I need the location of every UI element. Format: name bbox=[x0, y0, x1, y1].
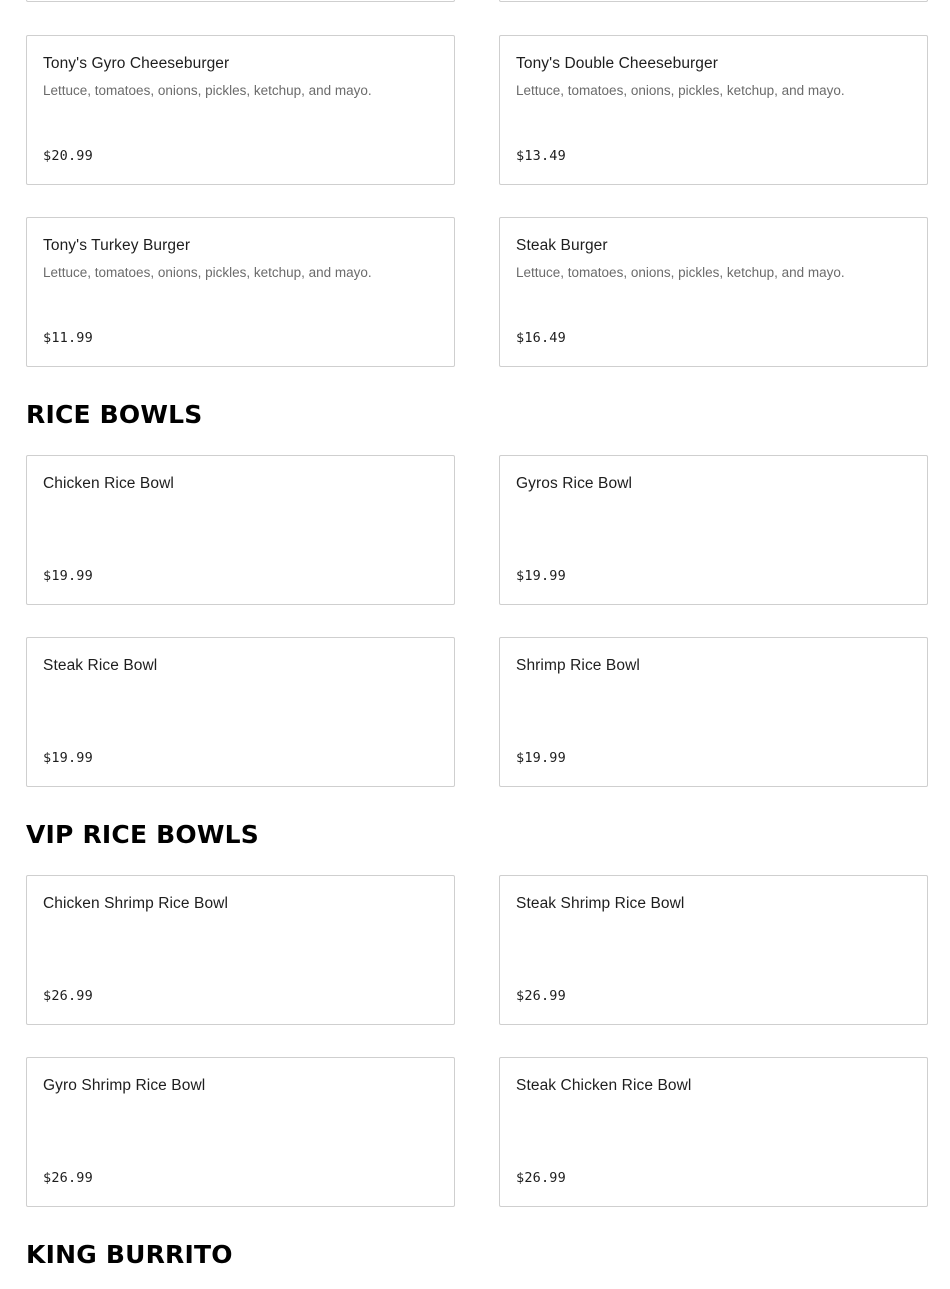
menu-item-description: Lettuce, tomatoes, onions, pickles, ketchup, and mayo. bbox=[43, 265, 372, 280]
menu-item-card[interactable] bbox=[26, 455, 455, 605]
menu-item-card[interactable] bbox=[26, 217, 455, 367]
menu-item-card[interactable] bbox=[26, 35, 455, 185]
menu-item-card-partial[interactable] bbox=[499, 0, 928, 2]
menu-item-description: Lettuce, tomatoes, onions, pickles, ketchup, and mayo. bbox=[516, 83, 845, 98]
menu-item-name: Tony's Double Cheeseburger bbox=[516, 55, 719, 72]
menu-item-card[interactable] bbox=[499, 35, 928, 185]
menu-item-name: Tony's Turkey Burger bbox=[43, 237, 191, 254]
menu-item-card[interactable] bbox=[499, 637, 928, 787]
menu-item-price: $19.99 bbox=[43, 750, 93, 766]
menu-item-card[interactable] bbox=[499, 217, 928, 367]
menu-item-card[interactable] bbox=[26, 875, 455, 1025]
menu-item-name: Tony's Gyro Cheeseburger bbox=[43, 55, 230, 72]
menu-item-card[interactable] bbox=[26, 637, 455, 787]
menu-item-card[interactable] bbox=[499, 875, 928, 1025]
menu-item-price: $19.99 bbox=[516, 568, 566, 584]
menu-item-name: Gyro Shrimp Rice Bowl bbox=[43, 1077, 206, 1094]
menu-item-name: Shrimp Rice Bowl bbox=[516, 657, 640, 674]
menu-item-card-partial[interactable] bbox=[26, 0, 455, 2]
menu-item-price: $19.99 bbox=[43, 568, 93, 584]
menu-item-price: $13.49 bbox=[516, 148, 566, 164]
menu-item-price: $11.99 bbox=[43, 330, 93, 346]
section-heading-rice-bowls: RICE BOWLS bbox=[26, 400, 203, 429]
menu-item-card[interactable] bbox=[499, 455, 928, 605]
menu-item-name: Steak Burger bbox=[516, 237, 608, 254]
menu-item-price: $26.99 bbox=[516, 988, 566, 1004]
section-heading-king-burrito: KING BURRITO bbox=[26, 1240, 233, 1269]
menu-item-name: Steak Shrimp Rice Bowl bbox=[516, 895, 685, 912]
menu-item-price: $26.99 bbox=[43, 1170, 93, 1186]
menu-item-price: $19.99 bbox=[516, 750, 566, 766]
menu-item-price: $20.99 bbox=[43, 148, 93, 164]
menu-item-name: Gyros Rice Bowl bbox=[516, 475, 633, 492]
menu-item-name: Chicken Shrimp Rice Bowl bbox=[43, 895, 229, 912]
menu-item-card[interactable] bbox=[26, 1057, 455, 1207]
menu-item-card[interactable] bbox=[499, 1057, 928, 1207]
menu-item-name: Steak Rice Bowl bbox=[43, 657, 158, 674]
menu-item-price: $26.99 bbox=[516, 1170, 566, 1186]
menu-item-price: $16.49 bbox=[516, 330, 566, 346]
section-heading-vip-rice-bowls: VIP RICE BOWLS bbox=[26, 820, 259, 849]
menu-item-name: Steak Chicken Rice Bowl bbox=[516, 1077, 692, 1094]
menu-item-price: $26.99 bbox=[43, 988, 93, 1004]
menu-item-description: Lettuce, tomatoes, onions, pickles, ketchup, and mayo. bbox=[43, 83, 372, 98]
menu-item-name: Chicken Rice Bowl bbox=[43, 475, 174, 492]
menu-item-description: Lettuce, tomatoes, onions, pickles, ketchup, and mayo. bbox=[516, 265, 845, 280]
